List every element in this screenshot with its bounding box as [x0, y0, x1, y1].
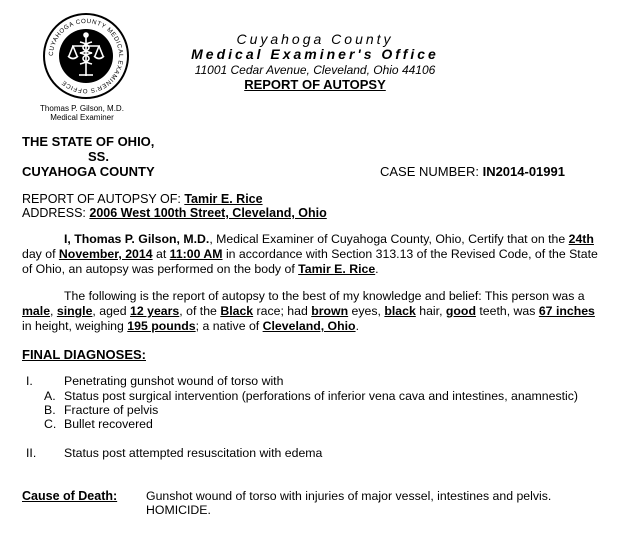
- sub-diagnosis-text: Status post surgical intervention (perforations of inferior vena cava and intestines, anamnestic): [64, 389, 579, 403]
- desc-weight: 195 pounds: [127, 319, 196, 333]
- cert-examiner: I, Thomas P. Gilson, M.D.: [64, 232, 210, 246]
- manner-of-death: HOMICIDE.: [146, 503, 211, 517]
- cert-text: , Medical Examiner of Cuyahoga County, Ohio, Certify that on the: [209, 232, 566, 246]
- cert-day: 24th: [568, 232, 594, 246]
- seal-ring-text: CUYAHOGA COUNTY MEDICAL EXAMINER'S OFFICE: [47, 17, 125, 95]
- diagnosis-text: Penetrating gunshot wound of torso with: [64, 374, 284, 388]
- desc-native: Cleveland, Ohio: [262, 319, 356, 333]
- desc-text: race; had: [253, 304, 312, 318]
- cert-month-year: November, 2014: [58, 247, 153, 261]
- desc-race: Black: [220, 304, 254, 318]
- desc-text: ,: [50, 304, 57, 318]
- address-line: [22, 206, 327, 220]
- final-diagnoses-heading: FINAL DIAGNOSES:: [22, 347, 146, 362]
- address-value: 2006 West 100th Street, Cleveland, Ohio: [89, 206, 327, 220]
- desc-text: hair,: [415, 304, 446, 318]
- desc-text: The following is the report of autopsy to the best of my knowledge and belief: This person was a: [64, 289, 585, 303]
- cert-text: at: [152, 247, 170, 261]
- state-line: THE STATE OF OHIO,: [22, 134, 155, 149]
- signer-role: Medical Examiner: [50, 113, 114, 122]
- certification-paragraph: [22, 232, 602, 277]
- cause-of-death-label: Cause of Death:: [22, 489, 118, 503]
- desc-text: .: [355, 319, 359, 333]
- diagnosis-number: I.: [26, 374, 33, 388]
- decedent-name: Tamir E. Rice: [184, 192, 263, 206]
- desc-text: ; a native of: [195, 319, 263, 333]
- sub-diagnosis-letter: B.: [44, 403, 56, 417]
- cert-time: 11:00 AM: [169, 247, 223, 261]
- desc-age: 12 years: [130, 304, 180, 318]
- report-of-line: [22, 192, 263, 206]
- cert-decedent: Tamir E. Rice: [298, 262, 376, 276]
- signer-name: Thomas P. Gilson, M.D.: [40, 104, 124, 113]
- desc-teeth: good: [445, 304, 476, 318]
- cause-of-death-text: Gunshot wound of torso with injuries of major vessel, intestines and pelvis.: [146, 489, 552, 503]
- sub-diagnosis-text: Bullet recovered: [64, 417, 153, 431]
- desc-marital: single: [56, 304, 93, 318]
- cert-text: in accordance with Section 313.13 of the Revised Code, of the State of Ohio, an autopsy was performed on the body of: [22, 247, 598, 276]
- desc-text: teeth, was: [475, 304, 539, 318]
- sub-diagnosis-letter: C.: [44, 417, 57, 431]
- sub-diagnosis-text: Fracture of pelvis: [64, 403, 159, 417]
- medical-examiner-seal: [42, 12, 130, 100]
- sub-diagnosis-letter: A.: [44, 389, 56, 403]
- cert-text: .: [375, 262, 379, 276]
- report-of-label: REPORT OF AUTOPSY OF:: [22, 192, 185, 206]
- case-number: [380, 164, 565, 179]
- diagnosis-number: II.: [26, 446, 37, 460]
- case-number-label: CASE NUMBER:: [380, 164, 483, 179]
- cert-text: day of: [22, 247, 59, 261]
- address-label: ADDRESS:: [22, 206, 90, 220]
- desc-text: , of the: [179, 304, 221, 318]
- header-county: Cuyahoga County: [236, 31, 394, 47]
- diagnosis-text: Status post attempted resuscitation with edema: [64, 446, 323, 460]
- desc-hair: black: [384, 304, 416, 318]
- desc-sex: male: [22, 304, 51, 318]
- desc-text: , aged: [92, 304, 131, 318]
- desc-height: 67 inches: [538, 304, 595, 318]
- report-title: REPORT OF AUTOPSY: [244, 77, 386, 92]
- desc-eyes: brown: [311, 304, 349, 318]
- county-line: CUYAHOGA COUNTY: [22, 164, 155, 179]
- case-number-value: IN2014-01991: [482, 164, 565, 179]
- desc-text: eyes,: [348, 304, 385, 318]
- desc-text: in height, weighing: [22, 319, 128, 333]
- header-address: 11001 Cedar Avenue, Cleveland, Ohio 44106: [194, 63, 436, 77]
- header-office: Medical Examiner's Office: [191, 46, 439, 62]
- ss-line: SS.: [88, 149, 109, 164]
- description-paragraph: [22, 289, 602, 334]
